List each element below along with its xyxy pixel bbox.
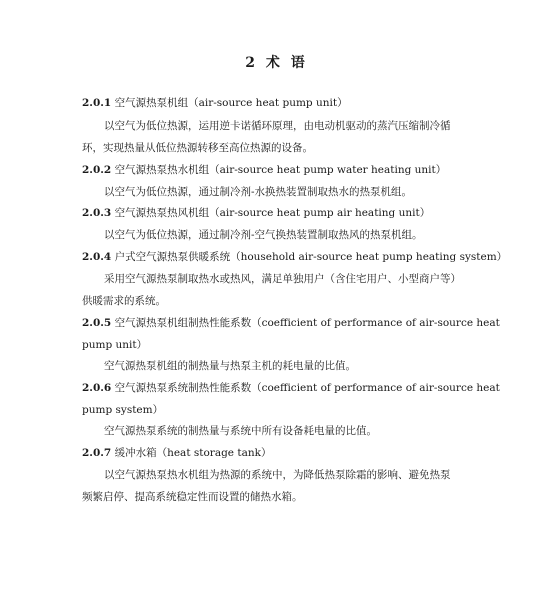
term-number: 2.0.4 [82,251,112,263]
term-body-line: 供暖需求的系统。 [82,295,166,307]
term-number: 2.0.2 [82,164,112,176]
term-body-line: 以空气源热泵热水机组为热源的系统中，为降低热泵除霜的影响、避免热泵 [104,469,451,481]
term-heading: 空气源热泵热水机组（air-source heat pump water heating unit） [114,164,447,176]
term-body-line: 采用空气源热泵制取热水或热风，满足单独用户（含住宅用户、小型商户等） [104,273,461,285]
term-heading: 空气源热泵系统制热性能系数（coefficient of performance of air-source heat [114,382,500,394]
term-number: 2.0.1 [82,97,112,109]
term-heading: 户式空气源热泵供暖系统（household air-source heat pump heating system） [114,251,508,263]
term-number: 2.0.7 [82,447,112,459]
term-heading-continuation: pump unit） [82,339,148,351]
term-heading: 空气源热泵机组（air-source heat pump unit） [114,97,348,109]
term-heading-line [82,163,446,177]
term-heading-line [82,206,430,220]
term-heading: 空气源热泵热风机组（air-source heat pump air heating unit） [114,207,431,219]
term-number: 2.0.6 [82,382,112,394]
term-body-line: 以空气为低位热源，运用逆卡诺循环原理，由电动机驱动的蒸汽压缩制冷循 [104,120,451,132]
term-body-line: 环，实现热量从低位热源转移至高位热源的设备。 [82,142,313,154]
term-body-line: 空气源热泵系统的制热量与系统中所有设备耗电量的比值。 [104,425,377,437]
term-heading: 缓冲水箱（heat storage tank） [114,447,272,459]
term-heading-line [82,96,348,110]
term-number: 2.0.5 [82,317,112,329]
term-heading-line [82,446,271,460]
term-heading-continuation: pump system） [82,404,164,416]
term-body-line: 以空气为低位热源，通过制冷剂-空气换热装置制取热风的热泵机组。 [104,229,423,241]
term-number: 2.0.3 [82,207,112,219]
term-heading-line [82,316,500,330]
term-heading-line [82,250,507,264]
term-heading-line [82,381,500,395]
term-body-line: 频繁启停、提高系统稳定性而设置的储热水箱。 [82,491,303,503]
term-body-line: 以空气为低位热源，通过制冷剂-水换热装置制取热水的热泵机组。 [104,186,413,198]
chapter-title: 2 术 语 [245,55,308,71]
term-heading: 空气源热泵机组制热性能系数（coefficient of performance of air-source heat [114,317,500,329]
term-body-line: 空气源热泵机组的制热量与热泵主机的耗电量的比值。 [104,360,356,372]
